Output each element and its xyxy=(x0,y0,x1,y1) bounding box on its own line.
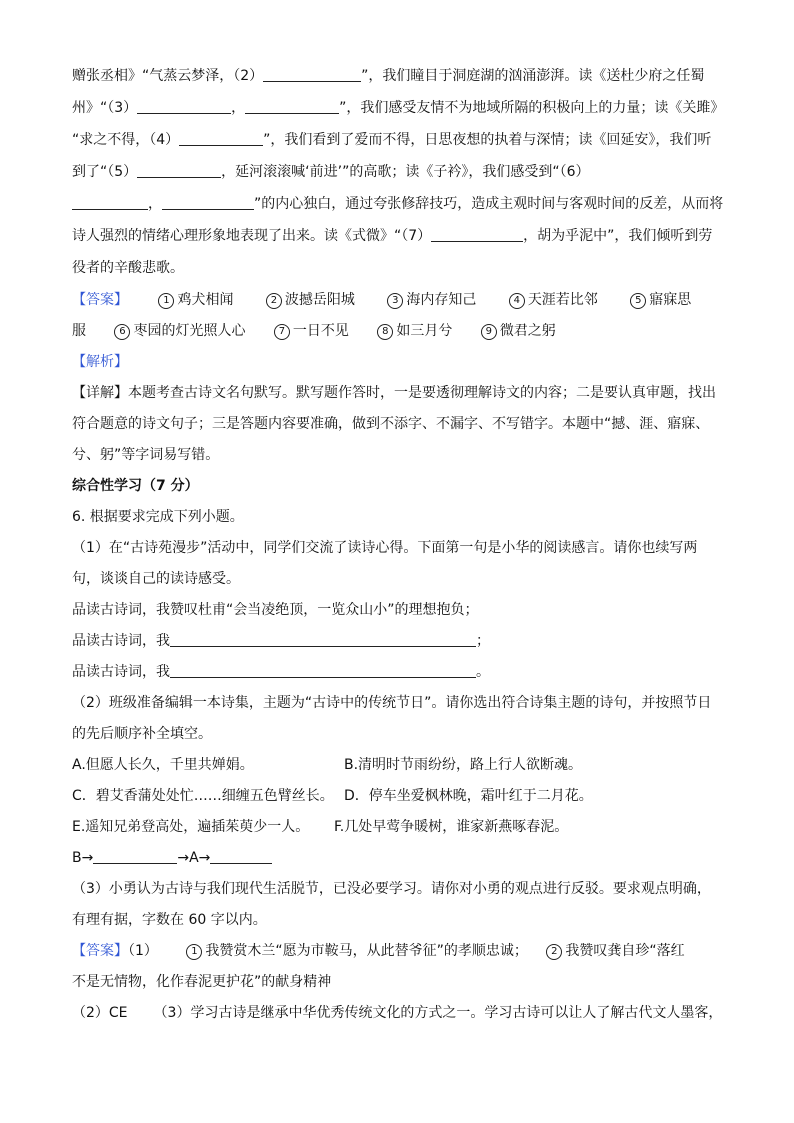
option-e: E.遥知兄弟登高处，遍插茱萸少一人。 xyxy=(72,819,310,835)
text: 诗人强烈的情绪心理形象地表现了出来。读《式微》“（7） xyxy=(72,228,432,244)
q6-part2-line-2: 的先后顺序补全填空。 xyxy=(72,726,212,742)
text: ， xyxy=(148,196,162,212)
circled-number: 1 xyxy=(158,293,174,309)
text: ”的内心独白，通过夸张修辞技巧，造成主观时间与客观时间的反差，从而将 xyxy=(254,196,724,212)
text: ，延河滚滚喊‘前进’”的高歌；读《子衿》，我们感受到“（6） xyxy=(221,164,590,180)
poem-line-6 xyxy=(72,226,712,246)
answer-blank-5[interactable] xyxy=(137,163,221,178)
answer-item xyxy=(274,321,349,341)
answer-item xyxy=(387,290,476,310)
q6-part1-example: 品读古诗词，我赞叹杜甫“会当凌绝顶，一览众山小”的理想抱负； xyxy=(72,602,479,618)
circled-number: 1 xyxy=(186,944,202,960)
answer-blank-4[interactable] xyxy=(179,131,263,146)
answer-text: 一日不见 xyxy=(292,323,349,339)
option-f: F.几处早莺争暖树，谁家新燕啄春泥。 xyxy=(334,819,569,835)
text: 品读古诗词，我 xyxy=(72,664,170,680)
answer-blank-2[interactable] xyxy=(263,67,361,82)
answer-blank-3b[interactable] xyxy=(245,99,339,114)
answer-item xyxy=(481,321,556,341)
q6-part1-fill-1 xyxy=(72,631,490,651)
answer-blank-3a[interactable] xyxy=(137,99,231,114)
circled-number: 7 xyxy=(274,324,290,340)
option-b: B.清明时节雨纷纷，路上行人欲断魂。 xyxy=(344,757,583,773)
circled-number: 2 xyxy=(546,944,562,960)
circled-number: 5 xyxy=(630,293,646,309)
circled-number: 4 xyxy=(509,293,525,309)
circled-number: 6 xyxy=(114,324,130,340)
text: 。 xyxy=(476,664,490,680)
text: 到了“（5） xyxy=(72,164,138,180)
section-title: 综合性学习（7 分） xyxy=(72,478,199,494)
text: →A→ xyxy=(177,850,211,866)
circled-number: 3 xyxy=(387,293,403,309)
text: ”，我们看到了爱而不得，日思夜想的执着与深情；读《回延安》，我们听 xyxy=(263,132,712,148)
answer-2-line-3 xyxy=(72,1003,722,1023)
text: ； xyxy=(476,633,490,649)
answer-text: 波撼岳阳城 xyxy=(284,292,355,308)
poem-line-4 xyxy=(72,162,589,182)
answer-label: 【答案】 xyxy=(72,943,128,959)
q6-part1-line-1: （1）在“古诗苑漫步”活动中，同学们交流了读诗心得。下面第一句是小华的阅读感言。请你也续写两 xyxy=(72,540,698,556)
sub-label: （1） xyxy=(128,943,158,959)
q6-intro: 6. 根据要求完成下列小题。 xyxy=(72,509,244,525)
order-blank-2[interactable] xyxy=(210,849,272,864)
q6-part1-line-2: 句，谈谈自己的读诗感受。 xyxy=(72,571,240,587)
text: ，胡为乎泥中”，我们倾听到劳 xyxy=(523,228,713,244)
text: 州》“（3） xyxy=(72,100,138,116)
text: 品读古诗词，我 xyxy=(72,633,170,649)
poem-line-2 xyxy=(72,98,724,118)
answer-label: 【答案】 xyxy=(72,292,128,308)
text: 赠张丞相》“气蒸云梦泽，（2） xyxy=(72,68,264,84)
text: （2）CE xyxy=(72,1005,128,1021)
reflection-blank-2[interactable] xyxy=(170,663,476,678)
answer-text: 寤寐思 xyxy=(649,292,692,308)
text: ”，我们瞳目于洞庭湖的汹涌澎湃。读《送杜少府之任蜀 xyxy=(361,68,705,84)
text: “求之不得，（4） xyxy=(72,132,180,148)
answer-blank-7[interactable] xyxy=(431,227,523,242)
answer-1-line-2 xyxy=(72,321,556,341)
answer-item xyxy=(114,321,245,341)
analysis-line-1 xyxy=(72,383,716,403)
text: ， xyxy=(231,100,246,116)
order-blank-1[interactable] xyxy=(93,849,177,864)
answer-item xyxy=(546,941,684,961)
answer-2-line-1 xyxy=(72,941,685,961)
answer-text: 如三月兮 xyxy=(396,323,453,339)
option-c: C．碧艾香蒲处处忙……细缠五色臂丝长。 xyxy=(72,788,334,804)
answer-item xyxy=(509,290,598,310)
poem-line-5 xyxy=(72,194,723,214)
answer-text: 鸡犬相闻 xyxy=(177,292,234,308)
answer-text: 微君之躬 xyxy=(499,323,556,339)
detail-label: 【详解】 xyxy=(72,385,128,401)
q6-part1-fill-2 xyxy=(72,662,490,682)
answer-blank-6a[interactable] xyxy=(72,195,148,210)
poem-line-1 xyxy=(72,66,704,86)
answer-text: 海内存知己 xyxy=(406,292,477,308)
answer-blank-6b[interactable] xyxy=(162,195,254,210)
answer-text: 枣园的灯光照人心 xyxy=(133,323,246,339)
answer-2-line-2: 不是无情物，化作春泥更护花”的献身精神 xyxy=(72,974,332,990)
q6-part3-line-2: 有理有据，字数在 60 字以内。 xyxy=(72,912,267,928)
circled-number: 8 xyxy=(377,324,393,340)
option-a: A.但愿人长久，千里共婵娟。 xyxy=(72,757,254,773)
text: （3）学习古诗是继承中华优秀传统文化的方式之一。学习古诗可以让人了解古代文人墨客， xyxy=(153,1005,723,1021)
analysis-line-2: 符合题意的诗文句子；三是答题内容要准确，做到不添字、不漏字、不写错字。本题中“撼、涯、寤寐、 xyxy=(72,416,710,432)
answer-item xyxy=(630,290,691,310)
answer-item xyxy=(377,321,452,341)
order-line xyxy=(72,848,272,868)
option-d: D．停车坐爱枫林晚，霜叶红于二月花。 xyxy=(344,788,593,804)
circled-number: 9 xyxy=(481,324,497,340)
text: 役者的辛酸悲歌。 xyxy=(72,260,184,276)
text: 本题考查古诗文名句默写。默写题作答时，一是要透彻理解诗文的内容；二是要认真审题，找出 xyxy=(128,385,716,401)
poem-line-7 xyxy=(72,258,184,278)
answer-item xyxy=(186,941,528,961)
answer-text: 天涯若比邻 xyxy=(527,292,598,308)
text: ”，我们感受友情不为地域所隔的积极向上的力量；读《关雎》 xyxy=(339,100,725,116)
answer-text: 我赞叹龚自珍“落红 xyxy=(565,943,685,959)
analysis-line-3: 兮、躬”等字词易写错。 xyxy=(72,447,220,463)
answer-item xyxy=(158,290,233,310)
answer-text: 我赞赏木兰“愿为市鞍马，从此替爷征”的孝顺忠诚； xyxy=(205,943,528,959)
q6-part2-line-1: （2）班级准备编辑一本诗集，主题为“古诗中的传统节日”。请你选出符合诗集主题的诗句，并按照节日 xyxy=(72,695,712,711)
answer-item xyxy=(266,290,355,310)
analysis-label: 【解析】 xyxy=(72,354,128,370)
reflection-blank-1[interactable] xyxy=(170,632,476,647)
answer-1-line-1 xyxy=(72,290,691,310)
text: B→ xyxy=(72,850,94,866)
answer-text: 服 xyxy=(72,323,86,339)
poem-line-3 xyxy=(72,130,711,150)
q6-part3-line-1: （3）小勇认为古诗与我们现代生活脱节，已没必要学习。请你对小勇的观点进行反驳。要求观点明确， xyxy=(72,881,711,897)
circled-number: 2 xyxy=(266,293,282,309)
